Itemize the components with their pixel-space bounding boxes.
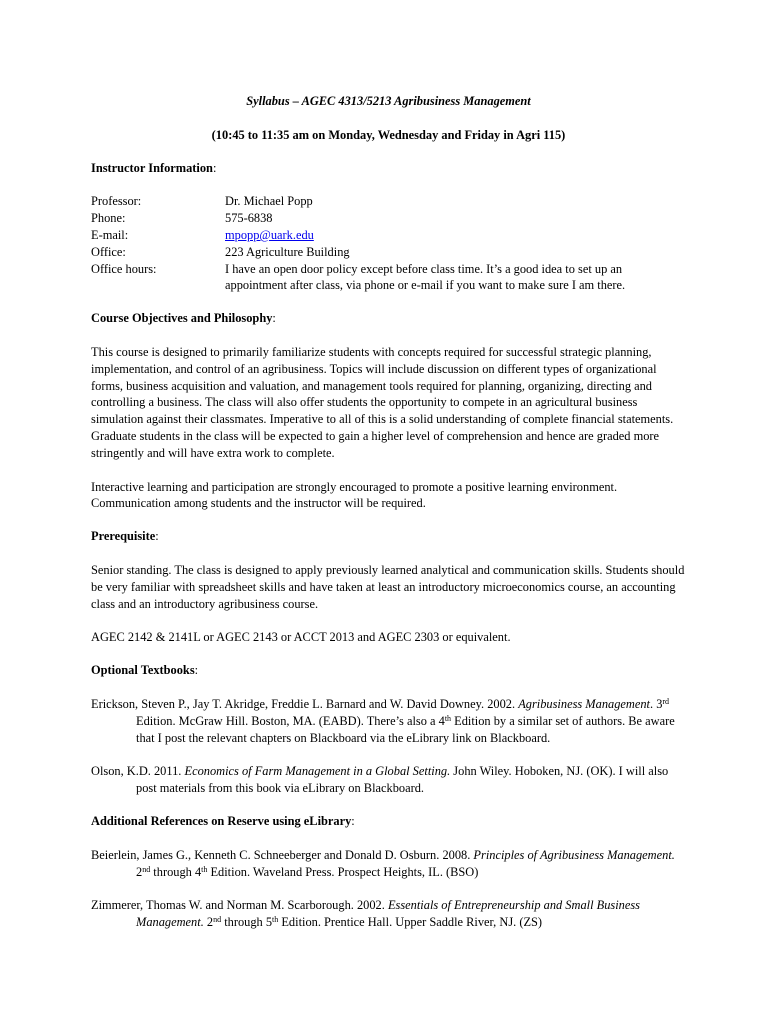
info-label: Professor: — [91, 194, 142, 209]
info-value: 575-6838 — [225, 211, 273, 226]
instructor-info-table — [91, 193, 686, 294]
info-value: I have an open door policy except before class time. It’s a good idea to set up an appointment after class, via phone or e-mail if you want to make sure I am there. — [225, 261, 626, 293]
info-label: Phone: — [91, 211, 126, 226]
info-row-phone — [91, 210, 686, 227]
instructor-heading: Instructor Information: — [91, 160, 217, 175]
info-row-professor — [91, 193, 686, 210]
document-title: Syllabus – AGEC 4313/5213 Agribusiness Management — [246, 94, 531, 108]
info-row-office — [91, 244, 686, 261]
class-schedule: (10:45 to 11:35 am on Monday, Wednesday and Friday in Agri 115) — [211, 127, 566, 142]
info-value: 223 Agriculture Building — [225, 244, 350, 259]
info-row-email — [91, 227, 686, 244]
textbook-reference: Erickson, Steven P., Jay T. Akridge, Freddie L. Barnard and W. David Downey. 2002. Agribusiness Management. 3rd Edition. McGraw Hill. Boston, MA. (EABD). There’s also a 4th Edition by a similar set of authors. Be aware that I post the relevant chapters on Blackboard via the eLibrary link on Blackboard. — [91, 696, 675, 745]
textbook-reference: Olson, K.D. 2011. Economics of Farm Management in a Global Setting. John Wiley. Hoboken, NJ. (OK). I will also post materials from this book via eLibrary on Blackboard. — [91, 764, 669, 796]
objectives-paragraph: This course is designed to primarily familiarize students with concepts required for successful strategic planning, implementation, and control of an agribusiness. Topics will include discussion on different types of organizational forms, business acquisition and valuation, and management tools required for planning, organizing, directing and controlling a business. The class will also offer students the opportunity to compete in an agricultural business simulation against their classmates. Imperative to all of this is a solid understanding of complete financial statements. Graduate students in the class will be expected to gain a higher level of comprehension and hence are graded more stringently and will have extra work to complete. — [91, 344, 674, 460]
prerequisite-courses: AGEC 2142 & 2141L or AGEC 2143 or ACCT 2013 and AGEC 2303 or equivalent. — [91, 630, 511, 645]
info-label: Office hours: — [91, 261, 157, 276]
email-link[interactable]: mpopp@uark.edu — [225, 227, 314, 242]
textbooks-heading: Optional Textbooks: — [91, 663, 199, 678]
reserve-reference: Beierlein, James G., Kenneth C. Schneeberger and Donald D. Osburn. 2008. Principles of Agribusiness Management. 2nd through 4th Edition. Waveland Press. Prospect Heights, IL. (BSO) — [91, 847, 675, 879]
prerequisite-heading: Prerequisite: — [91, 529, 159, 544]
syllabus-page — [91, 93, 686, 931]
prerequisite-paragraph: Senior standing. The class is designed to apply previously learned analytical and communication skills. Students should be very familiar with spreadsheet skills and have taken at least an introductory microeconomics course, an accounting class and an introductory agribusiness course. — [91, 562, 685, 611]
info-label: E-mail: — [91, 227, 129, 242]
participation-paragraph: Interactive learning and participation are strongly encouraged to promote a positive learning environment. Communication among students and the instructor will be required. — [91, 479, 618, 511]
reserve-reference: Zimmerer, Thomas W. and Norman M. Scarborough. 2002. Essentials of Entrepreneurship and Small Business Management. 2nd through 5th Edition. Prentice Hall. Upper Saddle River, NJ. (ZS) — [91, 898, 641, 930]
info-label: Office: — [91, 244, 126, 259]
info-value: Dr. Michael Popp — [225, 194, 313, 209]
reserve-heading: Additional References on Reserve using eLibrary: — [91, 813, 355, 828]
info-row-office-hours — [91, 261, 686, 295]
objectives-heading: Course Objectives and Philosophy: — [91, 311, 276, 326]
